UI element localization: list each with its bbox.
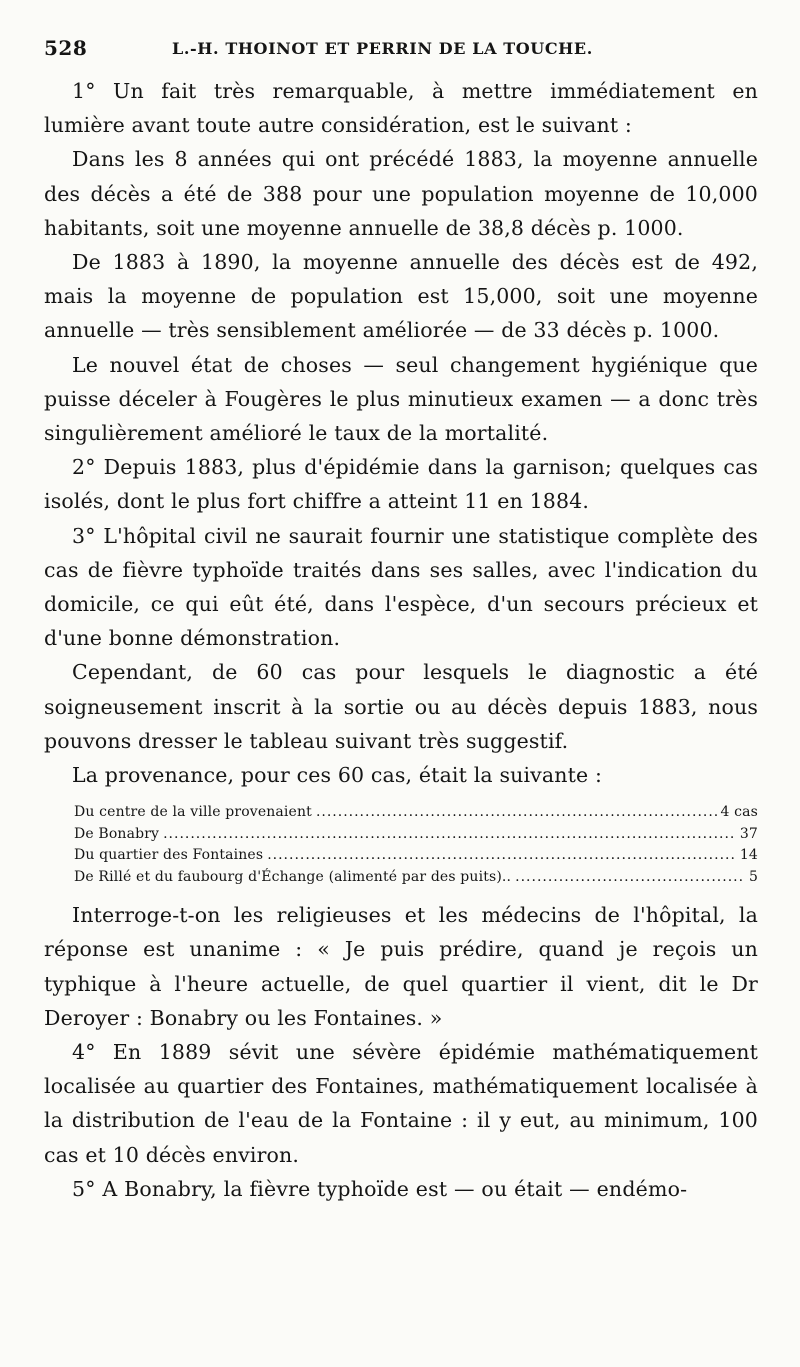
paragraph: La provenance, pour ces 60 cas, était la suivante : xyxy=(72,763,603,788)
table-row xyxy=(74,845,758,867)
table-row-label: De Bonabry xyxy=(74,825,160,842)
dot-leader xyxy=(515,867,745,889)
page-header xyxy=(44,36,754,66)
paragraph: De 1883 à 1890, la moyenne annuelle des décès est de 492, mais la moyenne de population est 15,000, soit une moyenne annuelle — très sensiblement améliorée — de 33 décès p. 1000. xyxy=(44,250,758,343)
table-row-value: 14 xyxy=(739,847,758,864)
paragraph: Le nouvel état de choses — seul changement hygiénique que puisse déceler à Fougères le plus minutieux examen — a donc très singulièrement amélioré le taux de la mortalité. xyxy=(44,352,758,446)
paragraph: Dans les 8 années qui ont précédé 1883, la moyenne annuelle des décès a été de 388 pour une population moyenne de 10,000 habitants, soit une moyenne annuelle de 38,8 décès p. 1000. xyxy=(44,147,758,240)
provenance-table xyxy=(74,802,758,888)
running-title: L.-H. THOINOT ET PERRIN DE LA TOUCHE. xyxy=(172,39,593,58)
paragraph: 3° L'hôpital civil ne saurait fournir une statistique complète des cas de fièvre typhoïde traités dans ses salles, avec l'indication du domicile, ce qui eût été, dans l'espèce, d'un secours précieux et d'une bonne démonstration. xyxy=(44,523,758,651)
dot-leader xyxy=(267,845,736,867)
dot-leader xyxy=(163,824,736,846)
table-row-label: De Rillé et du faubourg d'Échange (alimenté par des puits).. xyxy=(74,868,512,885)
table-row xyxy=(74,824,758,846)
paragraph: 2° Depuis 1883, plus d'épidémie dans la garnison; quelques cas isolés, dont le plus fort chiffre a atteint 11 en 1884. xyxy=(44,455,758,514)
table-row-label: Du quartier des Fontaines xyxy=(74,847,264,864)
table-row-value: 5 xyxy=(748,868,758,885)
table-row-value: 4 cas xyxy=(720,804,758,821)
paragraph: 1° Un fait très remarquable, à mettre immédiatement en lumière avant toute autre considération, est le suivant : xyxy=(44,79,758,138)
paragraph: Cependant, de 60 cas pour lesquels le diagnostic a été soigneusement inscrit à la sortie ou au décès depuis 1883, nous pouvons dresser le tableau suivant très suggestif. xyxy=(44,660,758,753)
paragraph: 4° En 1889 sévit une sévère épidémie mathématiquement localisée au quartier des Fontaines, mathématiquement localisée à la distribution de l'eau de la Fontaine : il y eut, au minimum, 100 cas et 10 décès environ. xyxy=(44,1040,758,1167)
table-row-value: 37 xyxy=(739,825,758,842)
paragraph: 5° A Bonabry, la fièvre typhoïde est — ou était — endémo- xyxy=(72,1176,688,1201)
page-number: 528 xyxy=(44,36,88,60)
dot-leader xyxy=(316,802,717,824)
table-row xyxy=(74,867,758,889)
table-row-label: Du centre de la ville provenaient xyxy=(74,804,312,821)
body-text xyxy=(44,74,758,1206)
paragraph: Interroge-t-on les religieuses et les médecins de l'hôpital, la réponse est unanime : « Je puis prédire, quand je reçois un typhique à l'heure actuelle, de quel quartier il vient, dit le Dr Deroyer : Bonabry ou les Fontaines. » xyxy=(44,903,758,1030)
table-row xyxy=(74,802,758,824)
